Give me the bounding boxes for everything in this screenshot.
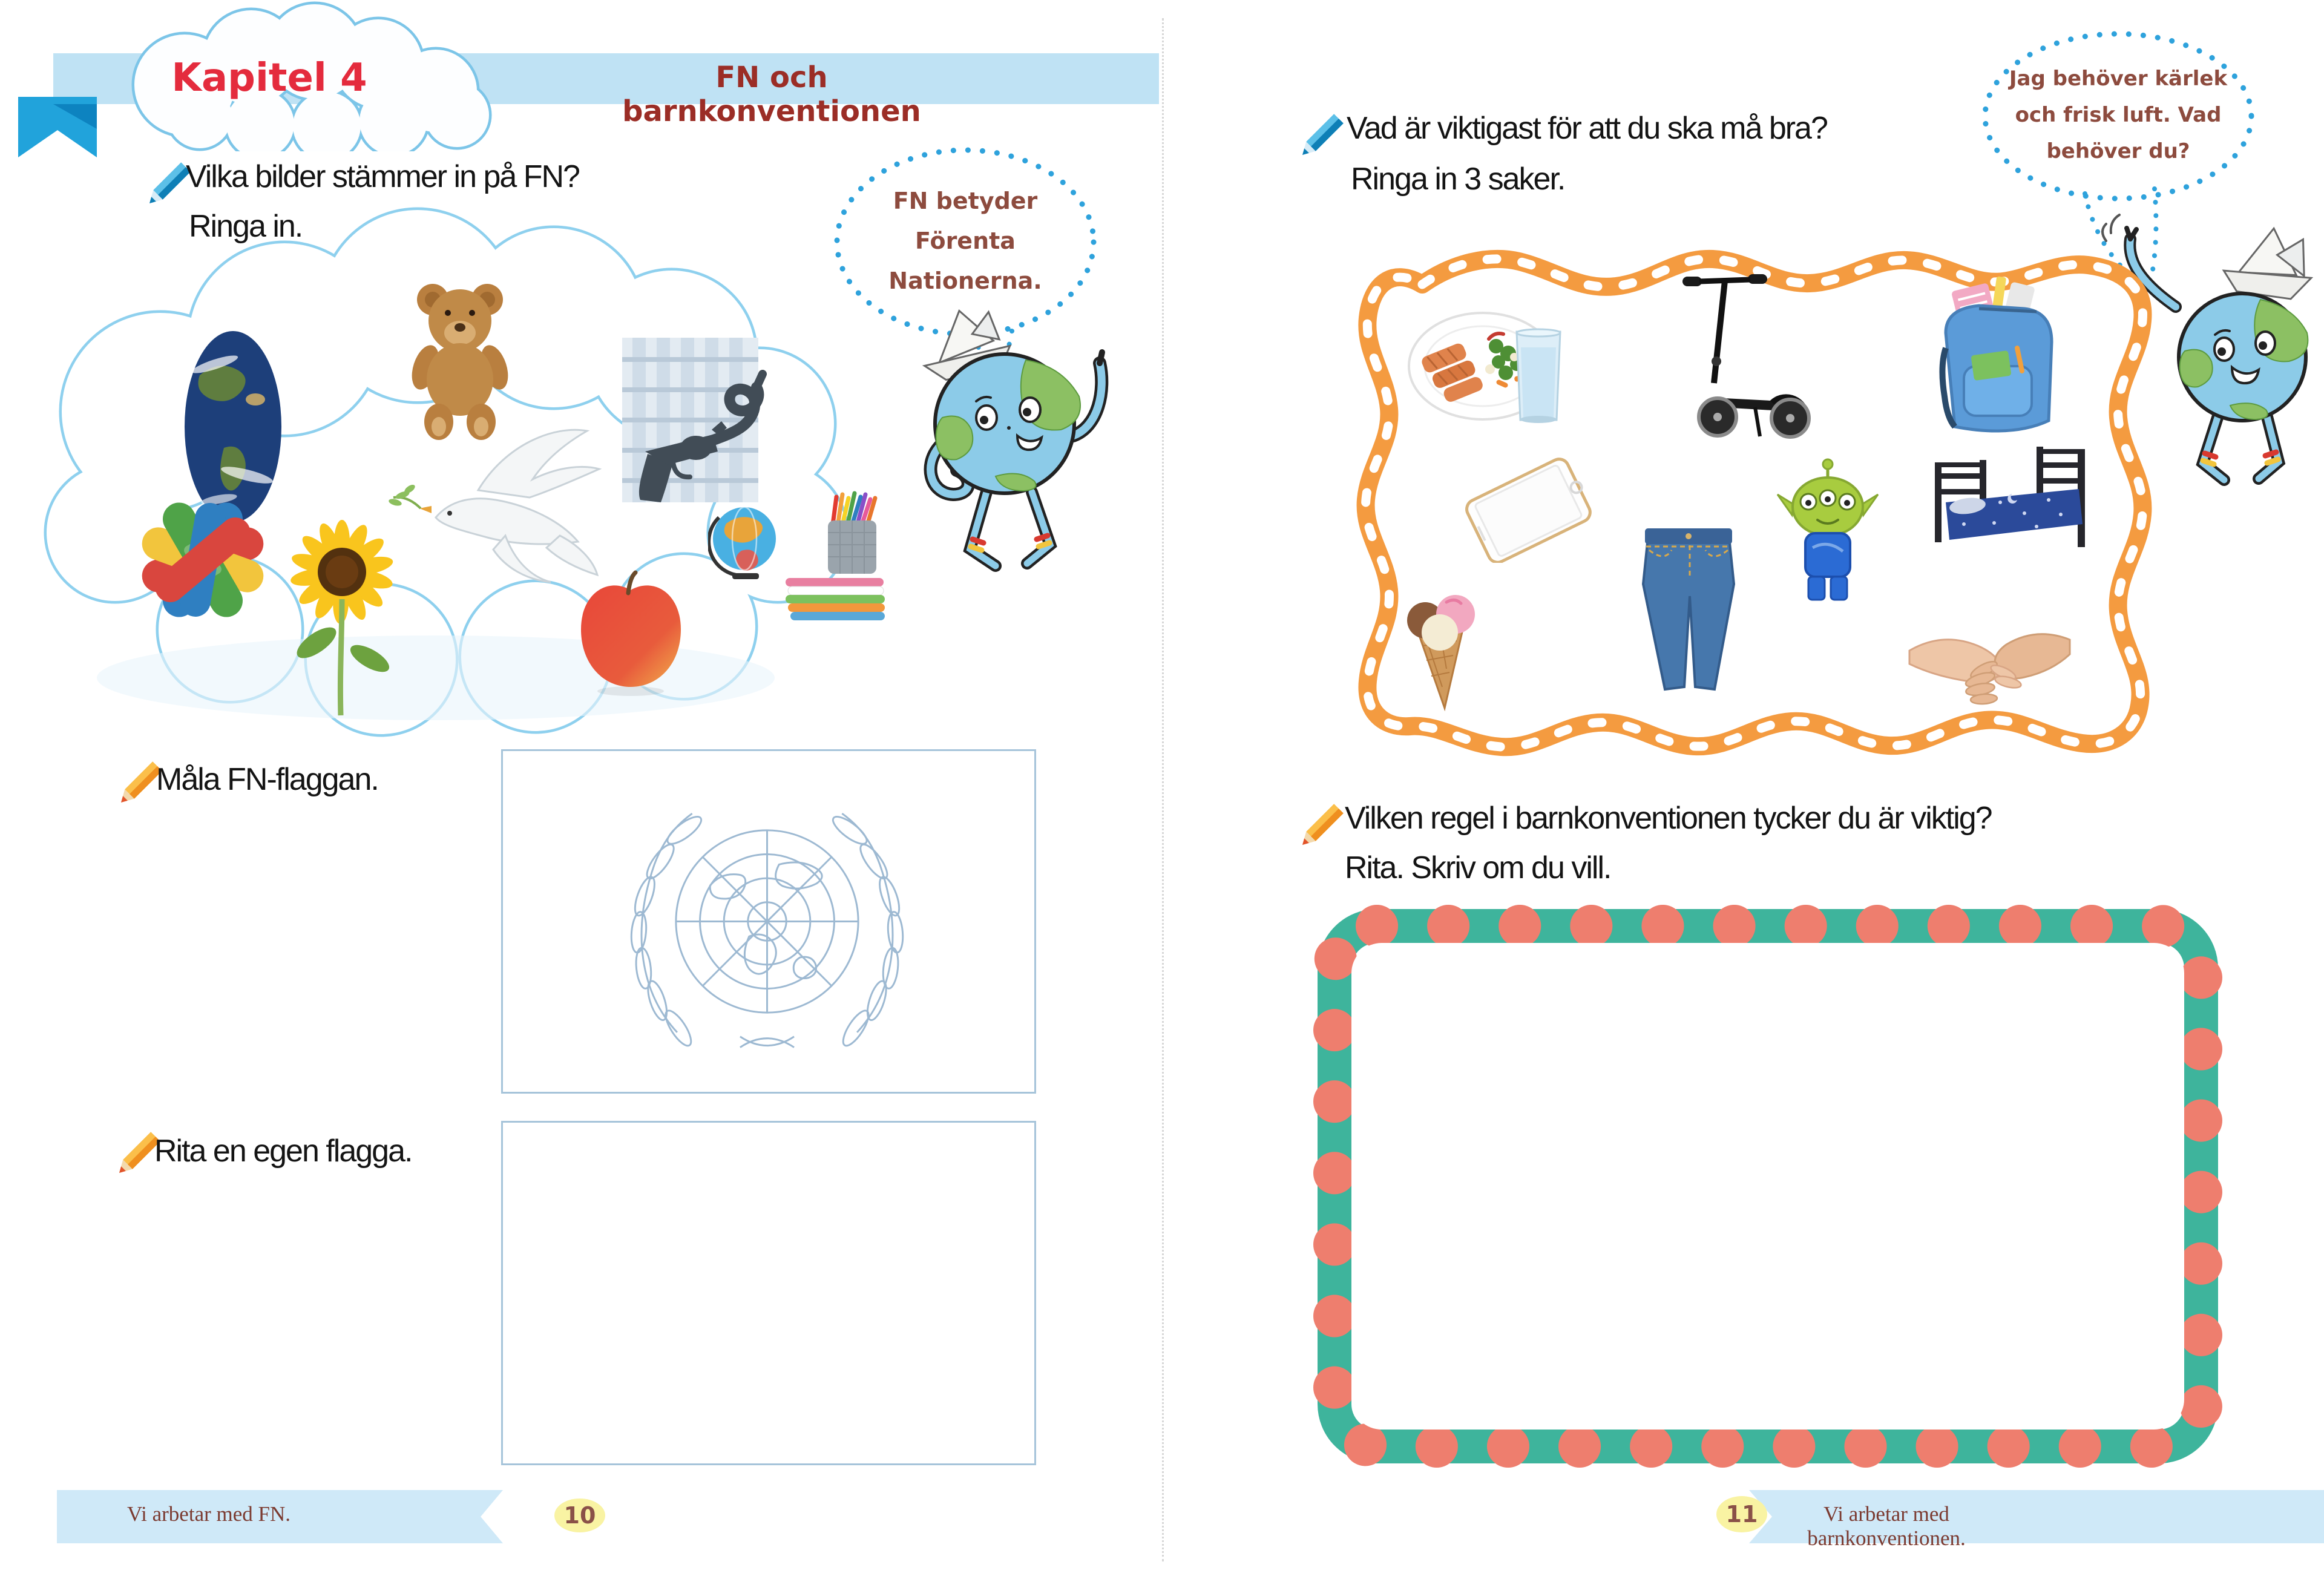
task-rule-line1: Vilken regel i barnkonventionen tycker du är viktig?	[1345, 801, 1992, 836]
task-draw-flag-label: Rita en egen flagga.	[154, 1134, 412, 1169]
chapter-title: FN och barnkonventionen	[622, 61, 921, 128]
bubble-left-line2: Förenta	[915, 228, 1016, 254]
sunflower-icon	[281, 514, 421, 720]
page-number: 10	[563, 1502, 596, 1529]
own-flag-drawing-box	[501, 1121, 1036, 1465]
task-circle-needs-line2: Ringa in 3 saker.	[1351, 162, 1565, 197]
page-number: 11	[1725, 1501, 1758, 1528]
task-rule-line2: Rita. Skriv om du vill.	[1345, 850, 1611, 885]
bubble-right-line2: och frisk luft. Vad	[2015, 103, 2222, 127]
bookmark-ribbon-icon	[12, 97, 109, 163]
orange-pencil-icon	[1295, 798, 1353, 855]
chapter-label: Kapitel 4	[171, 56, 367, 100]
page-gutter-divider	[1162, 18, 1164, 1561]
bubble-right-line1: Jag behöver kärlek	[2009, 67, 2228, 91]
globe-pencils-books-icon	[708, 487, 890, 626]
smartphone-icon	[1449, 457, 1607, 563]
holding-hands-icon	[1906, 614, 2073, 714]
task-paint-flag-label: Måla FN-flaggan.	[156, 762, 378, 797]
bubble-left-line3: Nationerna.	[888, 268, 1042, 294]
task-circle-needs-line1: Vad är viktigast för att du ska må bra?	[1347, 111, 1827, 146]
task-circle-un-line2: Ringa in.	[189, 209, 303, 244]
un-emblem-outline	[593, 760, 941, 1083]
bubble-left-line1: FN betyder	[893, 188, 1038, 214]
plaster-star-icon	[136, 493, 269, 626]
alien-toy-icon	[1770, 457, 1885, 602]
knotted-gun-sculpture-icon	[605, 333, 775, 508]
jeans-icon	[1613, 524, 1764, 699]
kick-scooter-icon	[1664, 263, 1846, 445]
bed-icon	[1928, 442, 2097, 563]
school-backpack-icon	[1922, 275, 2073, 445]
apple-icon	[566, 566, 696, 699]
earth-character-left	[905, 300, 1111, 590]
footer-text-right: Vi arbetar med barnkonventionen.	[1807, 1502, 1966, 1550]
page-number-badge	[554, 1499, 605, 1532]
bubble-right-line3: behöver du?	[2046, 139, 2190, 163]
rule-drawing-box	[1301, 893, 2233, 1483]
ice-cream-cone-icon	[1389, 578, 1492, 714]
page-number-badge	[1716, 1496, 1767, 1532]
task-circle-un-line1: Vilka bilder stämmer in på FN?	[186, 159, 579, 194]
glass-of-water-icon	[1508, 328, 1569, 428]
blue-pencil-icon	[1295, 108, 1353, 165]
footer-text-left: Vi arbetar med FN.	[126, 1502, 291, 1526]
